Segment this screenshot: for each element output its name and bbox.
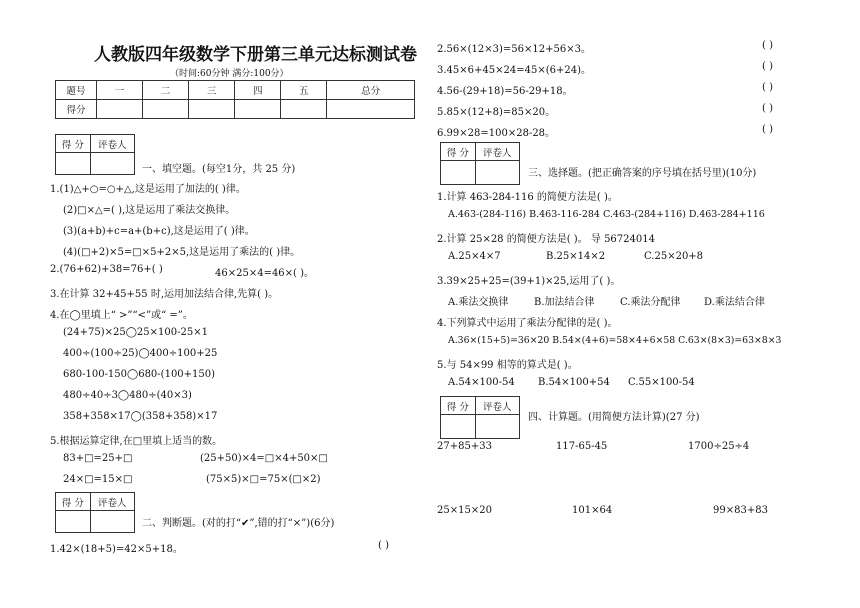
option: A.25×4×7 <box>448 251 501 262</box>
fill-item: (25+50)×4=□×4+50×□ <box>200 453 328 464</box>
question-line: 4.在◯里填上“ >”“<”或“ =”。 <box>50 310 193 321</box>
compare-item: 480÷40÷3◯480÷(40×3) <box>63 390 192 401</box>
score-header: 一 <box>97 81 143 100</box>
calc-item: 1700÷25÷4 <box>688 441 750 452</box>
question-line: 46×25×4=46×( )。 <box>215 268 315 279</box>
grade-box <box>440 142 520 185</box>
option: A.54×100-54 <box>448 377 515 388</box>
fill-item: (75×5)×□=75×(□×2) <box>206 474 321 485</box>
question-line: (4)(□+2)×5=□×5+2×5,这是运用了乘法的( )律。 <box>63 247 301 258</box>
grade-box-cell[interactable] <box>90 511 134 533</box>
fill-item: 83+□=25+□ <box>63 453 133 464</box>
compare-item: 400÷(100÷25)◯400÷100+25 <box>63 348 218 359</box>
compare-item: 680-100-150◯680-(100+150) <box>63 369 216 380</box>
score-header: 五 <box>281 81 327 100</box>
question-line: 3.在计算 32+45+55 时,运用加法结合律,先算( )。 <box>50 289 279 300</box>
grade-box-cell[interactable] <box>475 161 519 185</box>
options-line: A.463-(284-116) B.463-116-284 C.463-(284+116) D.463-284+116 <box>448 209 765 220</box>
score-header: 题号 <box>56 81 97 100</box>
score-header: 二 <box>143 81 189 100</box>
score-header: 三 <box>189 81 235 100</box>
compare-item: (24+75)×25◯25×100-25×1 <box>63 327 208 338</box>
question-line: 4.下列算式中运用了乘法分配律的是( )。 <box>437 318 618 329</box>
score-cell[interactable] <box>189 100 235 119</box>
score-cell[interactable] <box>235 100 281 119</box>
score-cell[interactable] <box>97 100 143 119</box>
calc-item: 101×64 <box>572 505 613 516</box>
page-title: 人教版四年级数学下册第三单元达标测试卷 <box>94 45 417 65</box>
grade-box-grader-label: 评卷人 <box>475 397 519 415</box>
grade-box-cell[interactable] <box>90 153 134 175</box>
grade-box-score-label: 得 分 <box>441 397 476 415</box>
option: B.加法结合律 <box>534 297 595 308</box>
score-cell[interactable] <box>281 100 327 119</box>
compare-item: 358+358×17◯(358+358)×17 <box>63 411 218 422</box>
question-line: 2.(76+62)+38=76+( ) <box>50 264 163 275</box>
grade-box-grader-label: 评卷人 <box>90 135 134 153</box>
section-heading: 三、选择题。(把正确答案的序号填在括号里)(10分) <box>528 168 757 179</box>
question-line: 2.计算 25×28 的简便方法是( )。 导 56724014 <box>437 234 655 245</box>
grade-box <box>55 492 135 533</box>
grade-box <box>440 396 520 439</box>
judge-item: 2.56×(12×3)=56×12+56×3。 <box>437 44 591 55</box>
question-line: 5.根据运算定律,在□里填上适当的数。 <box>50 436 223 447</box>
option: A.乘法交换律 <box>448 297 509 308</box>
score-header: 四 <box>235 81 281 100</box>
calc-item: 27+85+33 <box>437 441 492 452</box>
score-cell[interactable] <box>143 100 189 119</box>
option: D.乘法结合律 <box>704 297 765 308</box>
score-table <box>55 80 415 119</box>
section-heading: 二、判断题。(对的打“✔”,错的打“×”)(6分) <box>142 518 335 529</box>
judge-item: 4.56-(29+18)=56-29+18。 <box>437 86 573 97</box>
judge-item: 5.85×(12+8)=85×20。 <box>437 107 556 118</box>
judge-item: 3.45×6+45×24=45×(6+24)。 <box>437 65 591 76</box>
grade-box-cell[interactable] <box>56 153 91 175</box>
judge-item: 6.99×28=100×28-28。 <box>437 128 556 139</box>
section-heading: 四、计算题。(用简便方法计算)(27 分) <box>528 412 700 423</box>
calc-item: 25×15×20 <box>437 505 492 516</box>
grade-box-grader-label: 评卷人 <box>475 143 519 161</box>
answer-blank[interactable]: ( ) <box>378 540 389 551</box>
option: C.25×20+8 <box>644 251 704 262</box>
section-heading: 一、填空题。(每空1分，共 25 分) <box>142 164 296 175</box>
answer-blank[interactable]: ( ) <box>762 103 773 114</box>
question-line: 5.与 54×99 相等的算式是( )。 <box>437 360 578 371</box>
answer-blank[interactable]: ( ) <box>762 82 773 93</box>
score-row-label: 得分 <box>56 100 97 119</box>
judge-item: 1.42×(18+5)=42×5+18。 <box>50 544 183 555</box>
answer-blank[interactable]: ( ) <box>762 124 773 135</box>
option: C.乘法分配律 <box>620 297 681 308</box>
grade-box-score-label: 得 分 <box>56 135 91 153</box>
option: B.54×100+54 <box>538 377 610 388</box>
grade-box-score-label: 得 分 <box>441 143 476 161</box>
question-line: 3.39×25+25=(39+1)×25,运用了( )。 <box>437 276 621 287</box>
question-line: 1.(1)△+○=○+△,这是运用了加法的( )律。 <box>50 184 246 195</box>
question-line: 1.计算 463-284-116 的简便方法是( )。 <box>437 192 618 203</box>
grade-box-cell[interactable] <box>441 161 476 185</box>
grade-box-grader-label: 评卷人 <box>90 493 134 511</box>
score-header: 总分 <box>327 81 415 100</box>
question-line: (2)□×△=( ),这是运用了乘法交换律。 <box>63 205 236 216</box>
answer-blank[interactable]: ( ) <box>762 61 773 72</box>
grade-box-cell[interactable] <box>441 415 476 439</box>
score-cell[interactable] <box>327 100 415 119</box>
fill-item: 24×□=15×□ <box>63 474 133 485</box>
option: B.25×14×2 <box>546 251 606 262</box>
question-line: (3)(a+b)+c=a+(b+c),这是运用了( )律。 <box>63 226 255 237</box>
grade-box <box>55 134 135 175</box>
answer-blank[interactable]: ( ) <box>762 40 773 51</box>
calc-item: 99×83+83 <box>713 505 768 516</box>
grade-box-cell[interactable] <box>56 511 91 533</box>
calc-item: 117-65-45 <box>556 441 608 452</box>
grade-box-score-label: 得 分 <box>56 493 91 511</box>
grade-box-cell[interactable] <box>475 415 519 439</box>
option: C.55×100-54 <box>628 377 695 388</box>
page-subtitle: （时间:60分钟 满分:100分） <box>170 69 289 79</box>
options-line: A.36×(15+5)=36×20 B.54×(4+6)=58×4+6×58 C.63×(8×3)=63×8×3 <box>448 335 782 346</box>
